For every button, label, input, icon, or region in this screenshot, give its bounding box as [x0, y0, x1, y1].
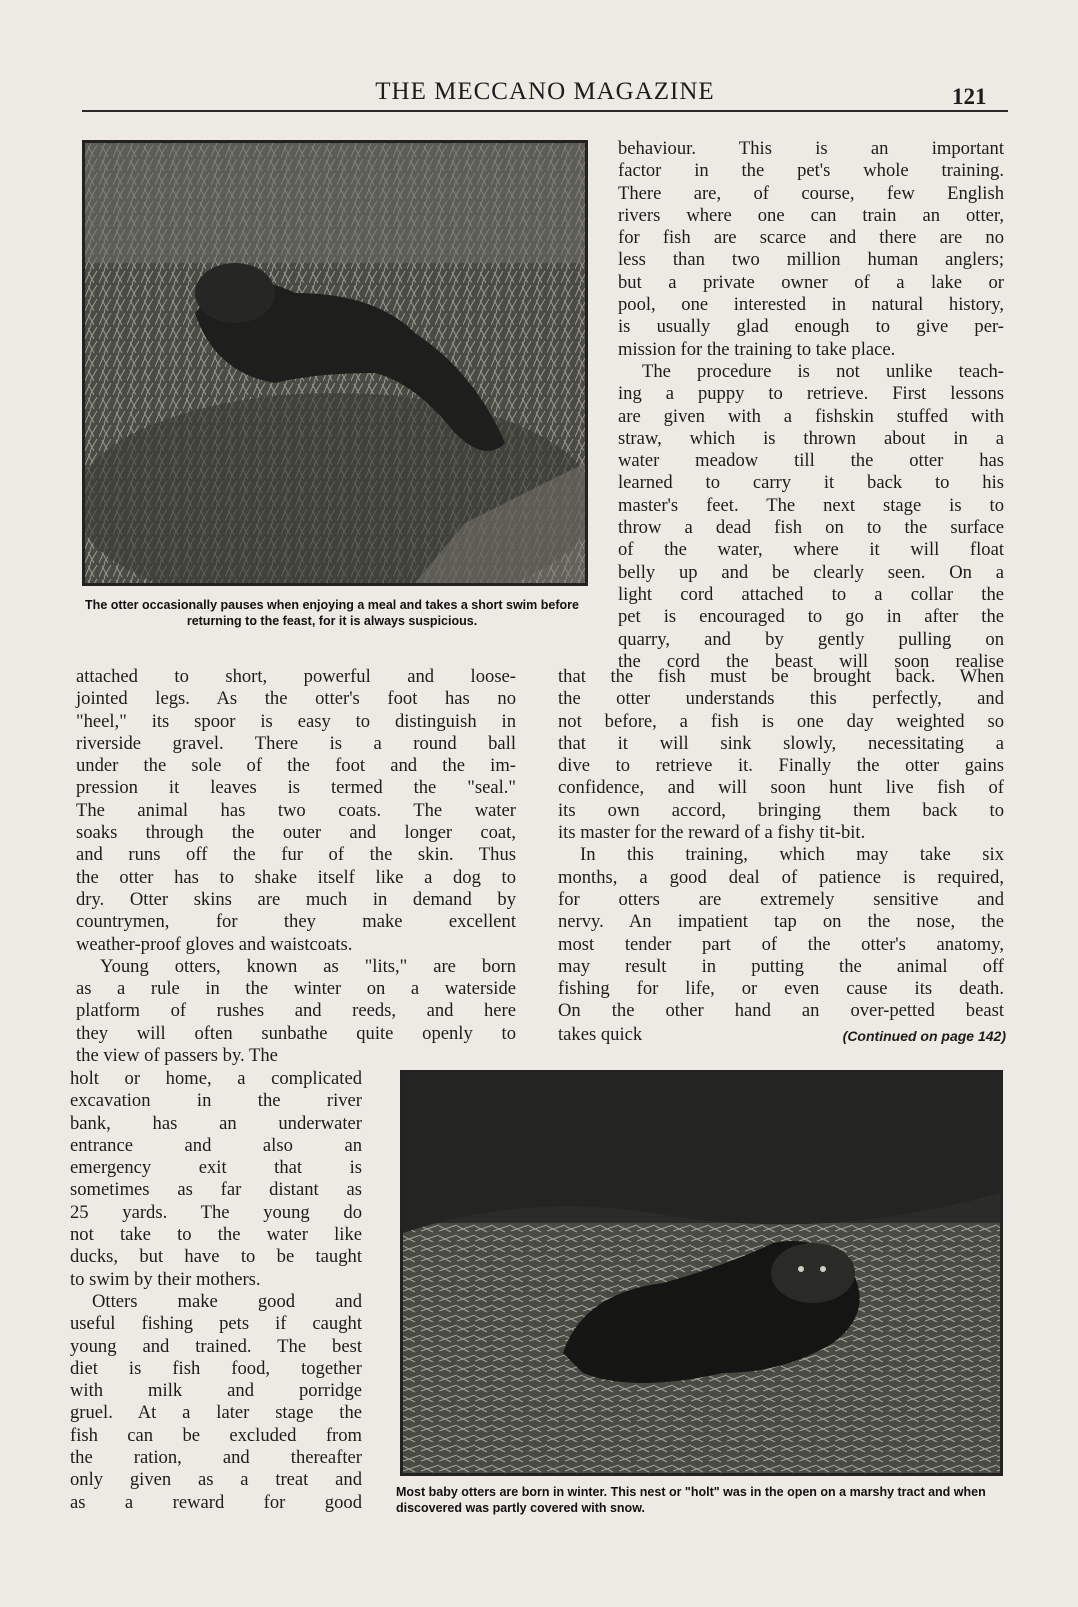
- running-header-title: THE MECCANO MAGAZINE: [375, 78, 715, 105]
- continued-notice: (Continued on page 142): [842, 1028, 1006, 1044]
- otter-holt-photo: [400, 1070, 1003, 1476]
- right-column-lower-text: that the fish must be brought back. When the otter understands this perfectly, and not before, a fish is one day weighted so that it will sink slowly, necessitating a dive to retrieve it. Finally the otter gains confidence, and will soon hunt live fish of its own accord, bringing them back to its master for the reward of a fishy tit-bit. In this training, which may take six months, a good deal of patience is required, for otters are extremely sensitive and nervy. An impatient tap on the nose, the most tender part of the otter's anatomy, may result in putting the animal off fishing for life, or even cause its death. On the other hand an over-petted beast: [558, 666, 1004, 1022]
- page-number: 121: [952, 84, 987, 109]
- top-photo-caption: The otter occasionally pauses when enjoying a meal and takes a short swim before returning to the feast, for it is always suspicious.: [85, 598, 579, 628]
- otter-meal-photo: [82, 140, 588, 586]
- left-column-bridge-line: the view of passers by. The: [76, 1045, 278, 1066]
- otter-holt-photo-image: [403, 1073, 1000, 1473]
- bottom-photo-caption: Most baby otters are born in winter. This nest or "holt" was in the open on a marshy tract and when discovered was partly covered with snow.: [396, 1485, 986, 1515]
- otter-meal-photo-image: [85, 143, 585, 583]
- right-column-upper-text: behaviour. This is an important factor in the pet's whole training. There are, of course, few English rivers where one can train an otter, for fish are scarce and there are no less than two million human anglers; but a private owner of a lake or pool, one interested in natural history, is usually glad enough to give per- mission for the training to take place. The procedure is not unlike teach- ing a puppy to retrieve. First lessons are given with a fishskin stuffed with straw, which is thrown about in a water meadow till the otter has learned to carry it back to his master's feet. The next stage is to throw a dead fish on to the surface of the water, where it will float belly up and be clearly seen. On a light cord attached to a collar the pet is encouraged to go in after the quarry, and by gently pulling on the cord the beast will soon realise: [618, 138, 1004, 672]
- header-rule: [82, 110, 1008, 112]
- right-column-final-line: takes quick: [558, 1024, 643, 1045]
- left-column-narrow-text: holt or home, a complicated excavation in the river bank, has an underwater entrance and also an emergency exit that is sometimes as far distant as 25 yards. The young do not take to the water like ducks, but have to be taught to swim by their mothers. Otters make good and useful fishing pets if caught young and trained. The best diet is fish food, together with milk and porridge gruel. At a later stage the fish can be excluded from the ration, and thereafter only given as a treat and as a reward for good: [70, 1068, 362, 1513]
- left-column-middle-text: attached to short, powerful and loose- jointed legs. As the otter's foot has no "heel," its spoor is easy to distinguish in riverside gravel. There is a round ball under the sole of the foot and the im- pression it leaves is termed the "seal." The animal has two coats. The water soaks through the outer and longer coat, and runs off the fur of the skin. Thus the otter has to shake itself like a dog to dry. Otter skins are much in demand by countrymen, for they make excellent weather-proof gloves and waistcoats. Young otters, known as "lits," are born as a rule in the winter on a waterside platform of rushes and reeds, and here they will often sunbathe quite openly to: [76, 666, 516, 1044]
